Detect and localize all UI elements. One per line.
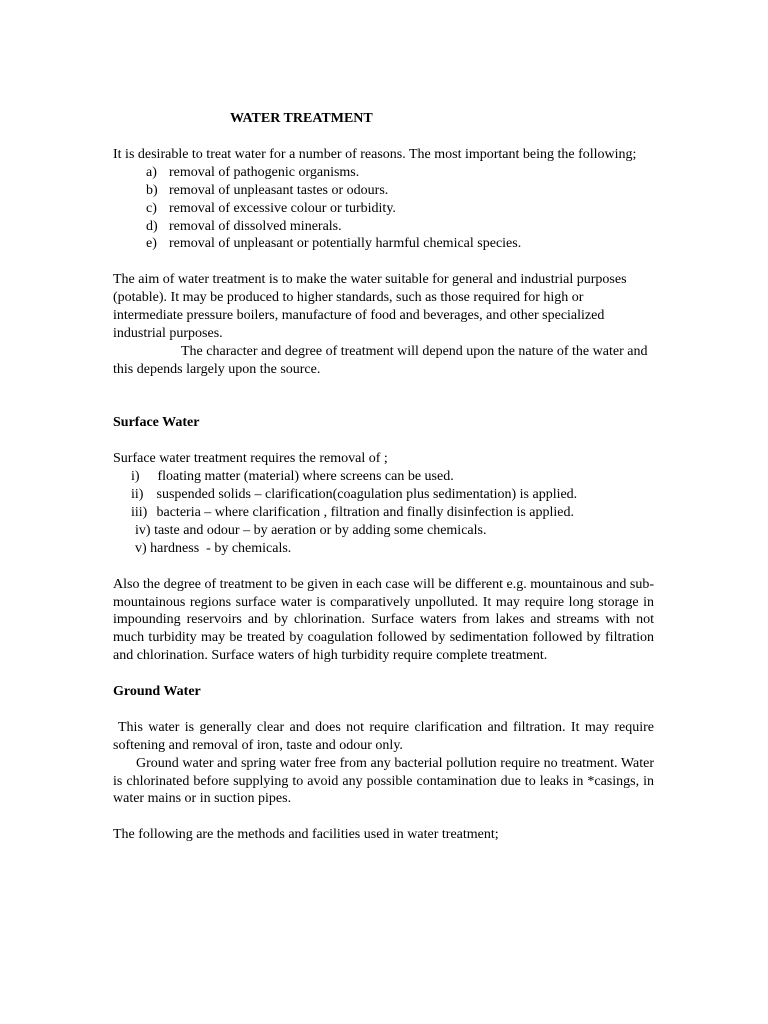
list-item	[113, 540, 654, 558]
closing-paragraph: The following are the methods and facilities used in water treatment;	[113, 827, 499, 843]
list-item-text: removal of dissolved minerals.	[169, 218, 342, 234]
list-marker: b)	[146, 182, 158, 198]
aim-paragraph: The aim of water treatment is to make the water suitable for general and industrial purposes (potable). It may be produced to higher standards, such as those required for high or intermediate pressure boilers, manufacture of food and beverages, and other specialized industrial purposes.	[113, 272, 627, 341]
list-item-text: removal of excessive colour or turbidity.	[169, 200, 396, 216]
spacer	[113, 665, 654, 683]
list-marker: iii)	[131, 504, 148, 520]
list-marker: ii)	[131, 487, 144, 503]
list-item-text: bacteria – where clarification , filtration and finally disinfection is applied.	[156, 504, 575, 520]
list-item	[113, 164, 654, 182]
document-page	[113, 110, 654, 844]
list-item-text: removal of unpleasant or potentially harmful chemical species.	[169, 236, 522, 252]
list-item-text: removal of unpleasant tastes or odours.	[169, 182, 389, 198]
spacer	[113, 253, 654, 271]
list-item-text: floating matter (material) where screens can be used.	[157, 469, 454, 485]
list-item	[113, 522, 654, 540]
reasons-list	[113, 164, 654, 254]
list-item	[113, 235, 654, 253]
list-marker: i)	[131, 469, 140, 485]
spacer	[113, 558, 654, 576]
spacer	[113, 379, 654, 415]
intro-paragraph: It is desirable to treat water for a number of reasons. The most important being the following;	[113, 146, 637, 162]
list-item	[113, 486, 654, 504]
surface-removal-list	[113, 468, 654, 558]
list-item	[113, 218, 654, 236]
list-item	[113, 182, 654, 200]
spacer	[113, 701, 654, 719]
page-title: WATER TREATMENT	[230, 111, 373, 126]
list-marker: e)	[146, 236, 157, 252]
list-item-text: suspended solids – clarification(coagulation plus sedimentation) is applied.	[156, 487, 578, 503]
spacer	[113, 432, 654, 450]
character-paragraph: The character and degree of treatment will depend upon the nature of the water and this depends largely upon the source.	[113, 343, 648, 377]
list-marker: v)	[135, 540, 147, 556]
ground-paragraph-2: Ground water and spring water free from any bacterial pollution require no treatment. Water is chlorinated before supplying to avoid any possible contamination due to leaks in *casings, in water mains or in suction pipes.	[113, 755, 654, 807]
list-item-text: hardness - by chemicals.	[150, 540, 292, 556]
list-item-text: removal of pathogenic organisms.	[169, 164, 360, 180]
list-marker: iv)	[135, 522, 151, 538]
ground-water-heading: Ground Water	[113, 684, 201, 700]
surface-paragraph: Also the degree of treatment to be given in each case will be different e.g. mountainous and sub-mountainous regions surface water is comparatively unpolluted. It may require long storage in impounding reservoirs and by chlorination. Surface waters from lakes and streams with not much turbidity may be treated by coagulation followed by sedimentation followed by filtration and chlorination. Surface waters of high turbidity require complete treatment.	[113, 576, 654, 664]
spacer	[113, 808, 654, 826]
surface-water-heading: Surface Water	[113, 415, 200, 431]
list-item	[113, 200, 654, 218]
list-marker: d)	[146, 218, 158, 234]
list-marker: c)	[146, 200, 157, 216]
surface-intro: Surface water treatment requires the removal of ;	[113, 451, 388, 467]
list-item	[113, 504, 654, 522]
list-item-text: taste and odour – by aeration or by adding some chemicals.	[154, 522, 487, 538]
list-marker: a)	[146, 164, 157, 180]
list-item	[113, 468, 654, 486]
ground-paragraph-1: This water is generally clear and does not require clarification and filtration. It may require softening and removal of iron, taste and odour only.	[113, 719, 654, 753]
